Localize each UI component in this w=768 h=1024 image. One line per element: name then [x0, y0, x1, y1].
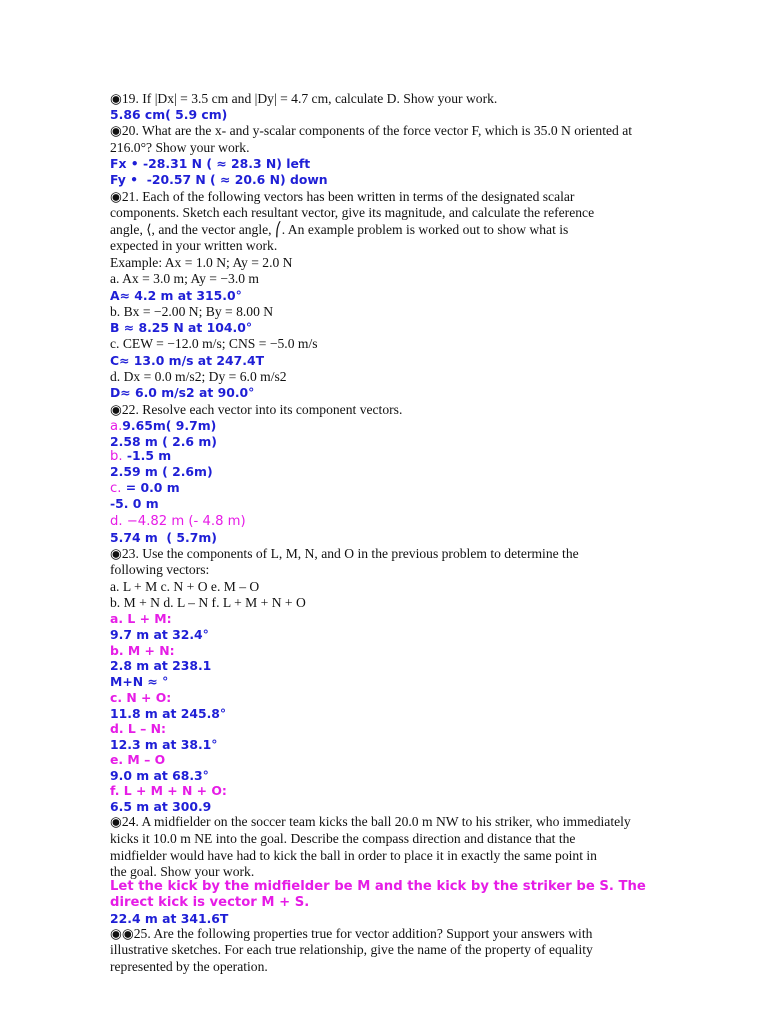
problem-21b: b. Bx = −2.00 N; By = 8.00 N — [110, 304, 274, 319]
problem-25-text: ◉◉25. Are the following properties true for vector addition? Support your answers with — [110, 926, 593, 941]
answer-22c-label: c. — [110, 481, 122, 496]
problem-21d: d. Dx = 0.0 m/s2; Dy = 6.0 m/s2 — [110, 369, 287, 384]
problem-25-text-cont: illustrative sketches. For each true relationship, give the name of the property of equality — [110, 942, 593, 957]
problem-20-text-cont: 216.0°? Show your work. — [110, 140, 250, 155]
problem-20-text: ◉20. What are the x- and y-scalar components of the force vector F, which is 35.0 N oriented at — [110, 123, 633, 138]
answer-23c-label: c. N + O: — [110, 690, 172, 705]
answer-23a-label: a. L + M: — [110, 611, 172, 626]
problem-21-text: ◉21. Each of the following vectors has been written in terms of the designated scalar — [110, 189, 575, 204]
problem-25-text-cont: represented by the operation. — [110, 959, 268, 974]
answer-23f: 6.5 m at 300.9 — [110, 799, 212, 814]
answer-22b-2: 2.59 m ( 2.6m) — [110, 464, 213, 479]
answer-22c-value: = 0.0 m — [121, 480, 180, 495]
answer-22a-2: 2.58 m ( 2.6 m) — [110, 434, 217, 449]
problem-21c: c. CEW = −12.0 m/s; CNS = −5.0 m/s — [110, 336, 318, 351]
answer-24-explanation-cont: direct kick is vector M + S. — [110, 895, 310, 910]
answer-23d: 12.3 m at 38.1° — [110, 737, 218, 752]
answer-21b: B ≈ 8.25 N at 104.0° — [110, 320, 253, 335]
answer-23c: 11.8 m at 245.8° — [110, 706, 227, 721]
answer-21d: D≈ 6.0 m/s2 at 90.0° — [110, 385, 255, 400]
answer-23b: 2.8 m at 238.1 — [110, 658, 212, 673]
answer-22c-2: -5. 0 m — [110, 496, 159, 511]
problem-23-text: ◉23. Use the components of L, M, N, and O in the previous problem to determine the — [110, 546, 579, 561]
answer-22d: d. −4.82 m (- 4.8 m) — [110, 514, 246, 529]
answer-23d-label: d. L – N: — [110, 721, 166, 736]
problem-24-text-cont: midfielder would have had to kick the ball in order to place it in exactly the same point in — [110, 848, 597, 863]
problem-21-example: Example: Ax = 1.0 N; Ay = 2.0 N — [110, 255, 293, 270]
answer-22c — [110, 480, 180, 497]
answer-22a-value: 9.65m( 9.7m) — [122, 418, 217, 433]
answer-23b-note: M+N ≈ ° — [110, 674, 169, 689]
answer-22b-value: -1.5 m — [122, 448, 172, 463]
answer-19: 5.86 cm( 5.9 cm) — [110, 107, 228, 122]
problem-23-text-cont: following vectors: — [110, 562, 210, 577]
problem-21-text-cont: angle, ⟨, and the vector angle, ⎛. An example problem is worked out to show what is — [110, 222, 569, 237]
answer-20-fy: Fy • -20.57 N ( ≈ 20.6 N) down — [110, 172, 328, 187]
problem-21-text-cont: expected in your written work. — [110, 238, 278, 253]
problem-24-text-cont: kicks it 10.0 m NE into the goal. Describe the compass direction and distance that the — [110, 831, 576, 846]
problem-24-text-cont: the goal. Show your work. — [110, 864, 255, 879]
answer-22d-2: 5.74 m ( 5.7m) — [110, 530, 217, 545]
answer-23e: 9.0 m at 68.3° — [110, 768, 209, 783]
answer-23b-label: b. M + N: — [110, 643, 175, 658]
problem-19-text: ◉19. If |Dx| = 3.5 cm and |Dy| = 4.7 cm, calculate D. Show your work. — [110, 91, 498, 106]
answer-24: 22.4 m at 341.6T — [110, 911, 229, 926]
answer-20-fx: Fx • -28.31 N ( ≈ 28.3 N) left — [110, 156, 311, 171]
answer-21a: A≈ 4.2 m at 315.0° — [110, 288, 242, 303]
answer-22a-label: a. — [110, 419, 123, 434]
answer-24-explanation: Let the kick by the midfielder be M and the kick by the striker be S. The — [110, 879, 646, 894]
answer-23f-label: f. L + M + N + O: — [110, 783, 227, 798]
answer-23a: 9.7 m at 32.4° — [110, 627, 209, 642]
answer-21c: C≈ 13.0 m/s at 247.4T — [110, 353, 265, 368]
answer-22a — [110, 418, 216, 435]
answer-23e-label: e. M – O — [110, 752, 166, 767]
answer-22b-label: b. — [110, 449, 123, 464]
problem-23-parts-1: a. L + M c. N + O e. M – O — [110, 579, 260, 594]
problem-21a: a. Ax = 3.0 m; Ay = −3.0 m — [110, 271, 260, 286]
problem-21-text-cont: components. Sketch each resultant vector, give its magnitude, and calculate the reference — [110, 205, 595, 220]
problem-23-parts-2: b. M + N d. L – N f. L + M + N + O — [110, 595, 306, 610]
problem-22-text: ◉22. Resolve each vector into its component vectors. — [110, 402, 403, 417]
problem-24-text: ◉24. A midfielder on the soccer team kicks the ball 20.0 m NW to his striker, who immediately — [110, 814, 631, 829]
answer-22b — [110, 448, 171, 465]
